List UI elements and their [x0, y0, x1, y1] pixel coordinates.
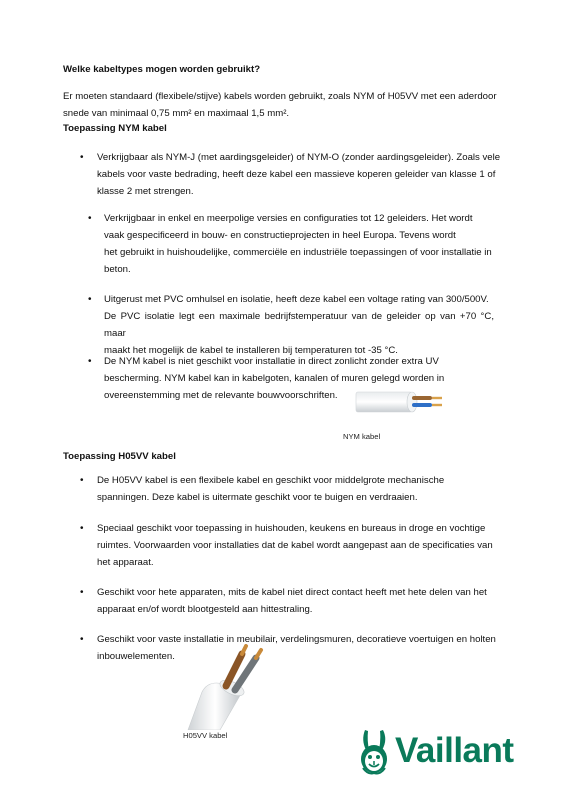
bullet-line: het gebruikt in huishoudelijke, commerciële en industriële toepassingen of voor installatie in	[104, 247, 492, 258]
h05vv-cable-icon	[180, 644, 274, 730]
bullet-line: Geschikt voor hete apparaten, mits de kabel niet direct contact heeft met hete delen van het	[97, 587, 487, 598]
bullet-line: het apparaat.	[97, 557, 154, 568]
nym-cable-image	[352, 384, 452, 424]
bullet-line: klasse 2 met strengen.	[97, 186, 194, 197]
bullet-line: bescherming. NYM kabel kan in kabelgoten, kanalen of muren gelegd worden in	[104, 373, 445, 384]
bullet-line: De H05VV kabel is een flexibele kabel en geschikt voor middelgrote mechanische	[97, 475, 445, 486]
nym-image-caption: NYM kabel	[343, 432, 381, 441]
bullet-dot: •	[88, 294, 92, 305]
bullet-dot: •	[80, 634, 84, 645]
nym-cable-icon	[352, 384, 452, 424]
bullet-line: vaak gespecificeerd in bouw- en constructieprojecten in heel Europa. Tevens wordt	[104, 230, 456, 241]
bullet-dot: •	[80, 152, 84, 163]
bullet-line: spanningen. Deze kabel is uitermate geschikt voor te buigen en verdraaien.	[97, 492, 418, 503]
page-title: Welke kabeltypes mogen worden gebruikt?	[63, 64, 261, 75]
bullet-line: De PVC isolatie legt een maximale bedrijfstemperatuur van de geleider op van +70 °C, maar	[104, 311, 494, 339]
nym-heading: Toepassing NYM kabel	[63, 123, 167, 134]
bullet-dot: •	[80, 523, 84, 534]
h05vv-cable-image	[180, 644, 274, 730]
bullet-line: ruimtes. Voorwaarden voor installaties dat de kabel wordt aangepast aan de specificaties van	[97, 540, 493, 551]
bullet-dot: •	[80, 587, 84, 598]
logo-wordmark: Vaillant	[395, 731, 514, 770]
bullet-dot: •	[88, 356, 92, 367]
intro-line: snede van minimaal 0,75 mm² en maximaal 1,5 mm².	[63, 108, 290, 119]
bullet-line: kabels voor vaste bedrading, heeft deze kabel een massieve koperen geleider van klasse 1 of	[97, 169, 496, 180]
intro-paragraph	[63, 88, 503, 122]
h05vv-heading: Toepassing H05VV kabel	[63, 451, 176, 462]
bullet-line: Speciaal geschikt voor toepassing in huishouden, keukens en bureaus in droge en vochtige	[97, 523, 486, 534]
vaillant-logo	[357, 726, 537, 778]
bullet-line: Verkrijgbaar als NYM-J (met aardingsgeleider) of NYM-O (zonder aardingsgeleider). Zoals vele	[97, 152, 501, 163]
bullet-line: Verkrijgbaar in enkel en meerpolige versies en configuraties tot 12 geleiders. Het wordt	[104, 213, 473, 224]
bullet-line: Uitgerust met PVC omhulsel en isolatie, heeft deze kabel een voltage rating van 300/500V.	[104, 294, 489, 305]
bullet-line: De NYM kabel is niet geschikt voor installatie in direct zonlicht zonder extra UV	[104, 356, 439, 367]
bullet-dot: •	[80, 475, 84, 486]
hare-logo-icon	[357, 728, 393, 776]
bullet-line: maakt het mogelijk de kabel te installeren bij temperaturen tot -35 °C.	[104, 345, 398, 356]
bullet-line: Geschikt voor vaste installatie in meubilair, verdelingsmuren, decoratieve voertuigen en holten	[97, 634, 496, 645]
bullet-dot: •	[88, 213, 92, 224]
bullet-line: overeenstemming met de relevante bouwvoorschriften.	[104, 390, 338, 401]
bullet-line: inbouwelementen.	[97, 651, 175, 662]
bullet-line: apparaat en/of wordt blootgesteld aan hittestraling.	[97, 604, 313, 615]
intro-line: Er moeten standaard (flexibele/stijve) kabels worden gebruikt, zoals NYM of H05VV met een aderdoor	[63, 91, 497, 102]
h05vv-image-caption: H05VV kabel	[183, 731, 228, 740]
bullet-line: beton.	[104, 264, 131, 275]
